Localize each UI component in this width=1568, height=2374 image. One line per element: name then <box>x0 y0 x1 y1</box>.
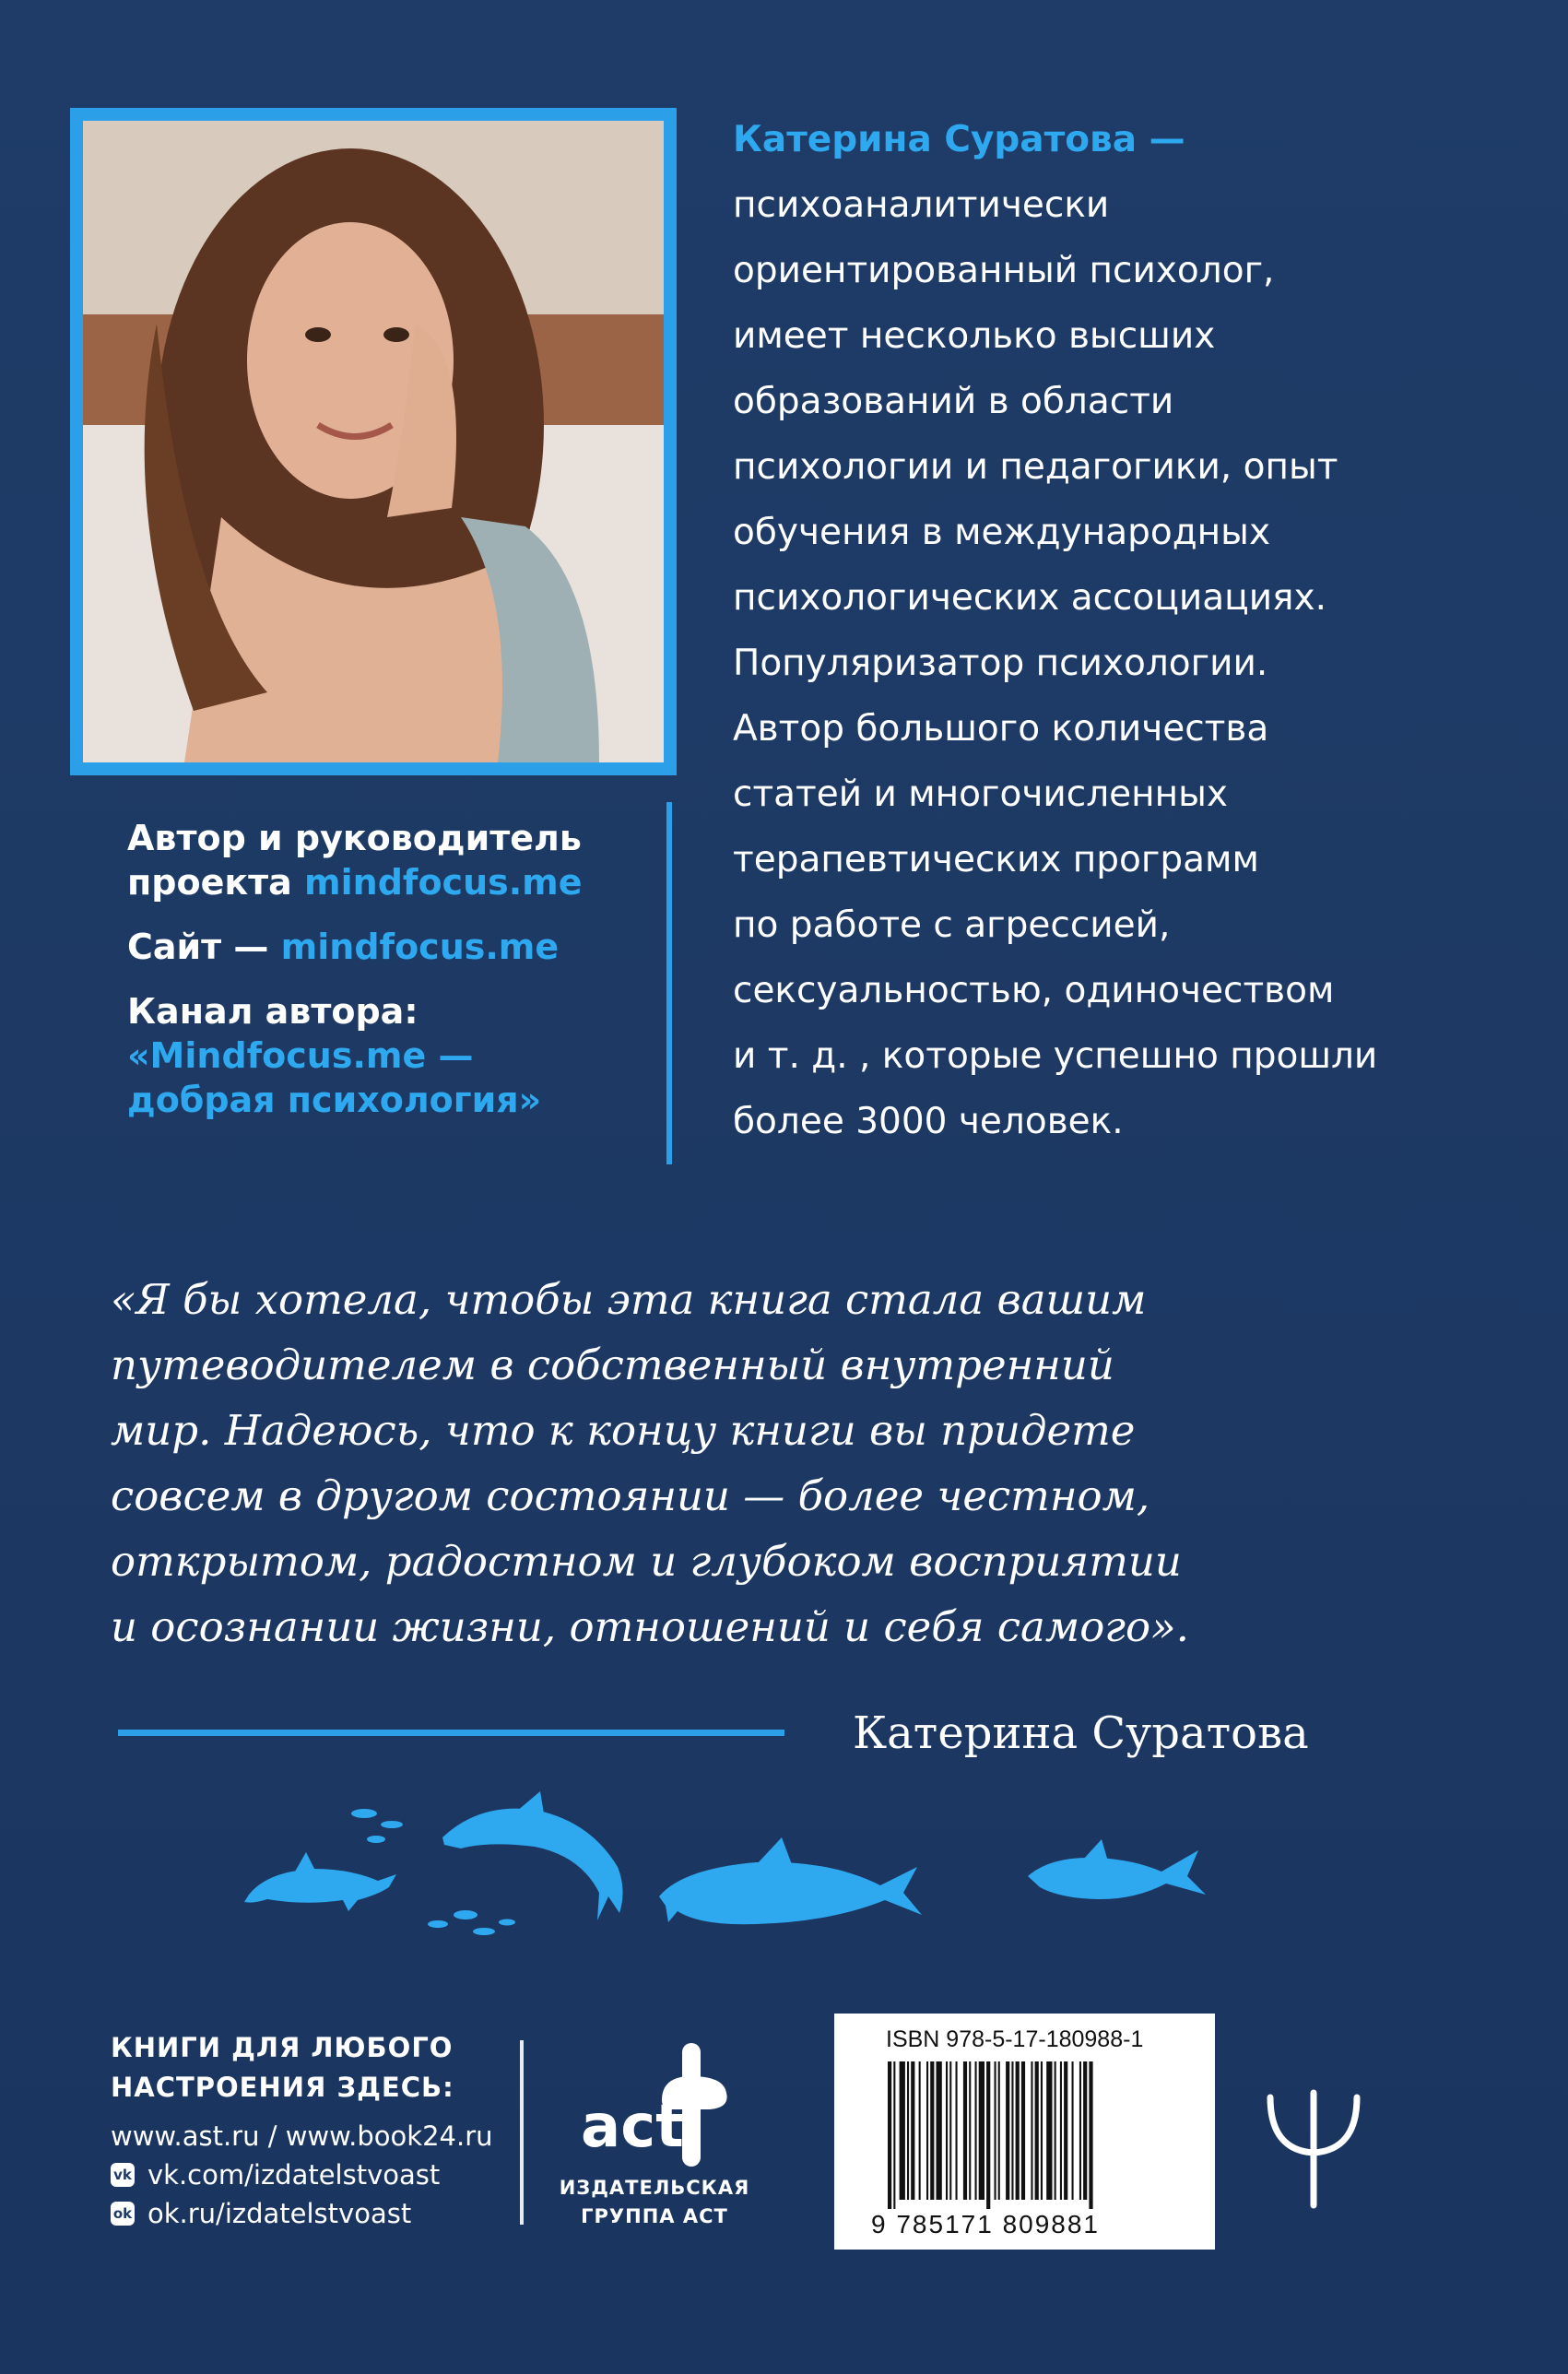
barcode-bar <box>930 2061 934 2200</box>
author-photo <box>83 121 664 762</box>
barcode-bar <box>888 2061 891 2209</box>
barcode-bar <box>926 2061 928 2200</box>
bio-line: сексуальностью, одиночеством <box>733 970 1335 1011</box>
barcode-bar <box>1021 2061 1025 2200</box>
bio-line: и т. д. , которые успешно прошли <box>733 1035 1378 1077</box>
site-link[interactable]: mindfocus.me <box>280 927 560 967</box>
bio-line: имеет несколько высших <box>733 315 1216 357</box>
footer-sites[interactable]: www.ast.ru / www.book24.ru <box>111 2120 493 2152</box>
project-link[interactable]: mindfocus.me <box>304 862 583 903</box>
channel-name-line2[interactable]: добрая психология» <box>127 1080 542 1120</box>
publisher-caption-line2: ГРУППА АСТ <box>581 2205 728 2227</box>
barcode-bar <box>969 2061 971 2200</box>
bio-line: образований в области <box>733 381 1174 422</box>
bio-author-name: Катерина Суратова — <box>733 119 1185 160</box>
bio-line: ориентированный психолог, <box>733 250 1275 291</box>
barcode-bar <box>1083 2061 1087 2200</box>
barcode-bar <box>900 2061 905 2200</box>
quote-author: Катерина Суратова <box>853 1707 1309 1759</box>
site-label: Сайт — <box>127 927 269 967</box>
bio-line: Автор большого количества <box>733 708 1269 750</box>
barcode-bar <box>975 2061 977 2200</box>
vertical-divider <box>666 802 672 1164</box>
project-info <box>127 816 643 904</box>
bio-line: психоаналитически <box>733 184 1110 226</box>
barcode-bar <box>919 2061 921 2200</box>
barcode-bar <box>937 2061 942 2200</box>
barcode-bar <box>963 2061 967 2200</box>
bio-line: психологических ассоциациях. <box>733 577 1326 619</box>
isbn-text: ISBN 978-5-17-180988-1 <box>886 2026 1144 2052</box>
barcode-bar <box>1064 2061 1067 2200</box>
psi-icon <box>1263 2084 1364 2213</box>
ok-link[interactable]: ok.ru/izdatelstvoast <box>147 2198 412 2229</box>
ast-logo <box>562 2036 747 2174</box>
site-info <box>127 925 643 969</box>
footer-vk[interactable] <box>111 2155 525 2194</box>
dolphins-illustration <box>240 1784 1226 1955</box>
vk-icon: vk <box>111 2163 135 2187</box>
barcode-bar <box>907 2061 909 2200</box>
barcode-bar <box>998 2061 1000 2200</box>
barcode-bar <box>1011 2061 1013 2200</box>
footer-heading-line1: КНИГИ ДЛЯ ЛЮБОГО <box>111 2032 454 2063</box>
barcode-bar <box>986 2061 990 2209</box>
channel-info <box>127 989 643 1122</box>
channel-name-line1[interactable]: «Mindfocus.me — <box>127 1035 474 1076</box>
footer-divider <box>520 2040 524 2225</box>
barcode-bar <box>1079 2061 1081 2200</box>
barcode-bar <box>1055 2061 1056 2200</box>
ok-icon: ok <box>111 2202 135 2226</box>
publisher-caption-line1: ИЗДАТЕЛЬСКАЯ <box>559 2177 750 2199</box>
bio-line: обучения в международных <box>733 512 1271 553</box>
barcode-digits: 9 785171 809881 <box>871 2210 1100 2238</box>
barcode-bar <box>1072 2061 1074 2200</box>
barcode <box>888 2061 1155 2209</box>
footer-links <box>111 2028 525 2233</box>
bio-line: по работе с агрессией, <box>733 904 1171 946</box>
barcode-bar <box>946 2061 948 2200</box>
barcode-bar <box>1089 2061 1092 2209</box>
bio-line: Популяризатор психологии. <box>733 643 1268 684</box>
project-label-2: проекта <box>127 862 292 903</box>
vk-link[interactable]: vk.com/izdatelstvoast <box>147 2159 441 2191</box>
barcode-bar <box>956 2061 958 2200</box>
barcode-bar <box>949 2061 951 2200</box>
author-quote: «Я бы хотела, чтобы эта книга стала вашим путеводителем в собственный внутренний мир. Надеюсь, что к концу книги вы придете совсем в другом состоянии — более честном, открытом, радостном и глубоком восприятии и осознании жизни, отношений и себя самого». <box>111 1275 1189 1651</box>
channel-label: Канал автора: <box>127 991 419 1032</box>
barcode-bar <box>979 2061 984 2200</box>
barcode-bar <box>911 2061 914 2200</box>
publisher-caption <box>544 2174 765 2231</box>
author-bio <box>733 107 1535 1154</box>
project-label: Автор и руководитель <box>127 818 582 858</box>
ast-logo-text: act <box>581 2093 684 2161</box>
barcode-bar <box>995 2061 996 2200</box>
bio-line: психологии и педагогики, опыт <box>733 446 1338 488</box>
quote-rule <box>118 1730 784 1736</box>
barcode-bar <box>1035 2061 1039 2200</box>
barcode-bar <box>1041 2061 1043 2200</box>
author-info <box>127 816 643 1142</box>
bio-line: терапевтических программ <box>733 839 1259 880</box>
barcode-bar <box>893 2061 895 2209</box>
bio-line: статей и многочисленных <box>733 774 1229 815</box>
barcode-bar <box>1060 2061 1062 2200</box>
barcode-bar <box>1016 2061 1020 2200</box>
bio-line: более 3000 человек. <box>733 1101 1124 1142</box>
barcode-bar <box>1031 2061 1032 2200</box>
footer-heading-line2: НАСТРОЕНИЯ ЗДЕСЬ: <box>111 2072 454 2103</box>
footer-heading <box>111 2028 525 2108</box>
footer-ok[interactable] <box>111 2194 525 2233</box>
barcode-bar <box>1046 2061 1052 2200</box>
barcode-bar <box>1006 2061 1009 2200</box>
